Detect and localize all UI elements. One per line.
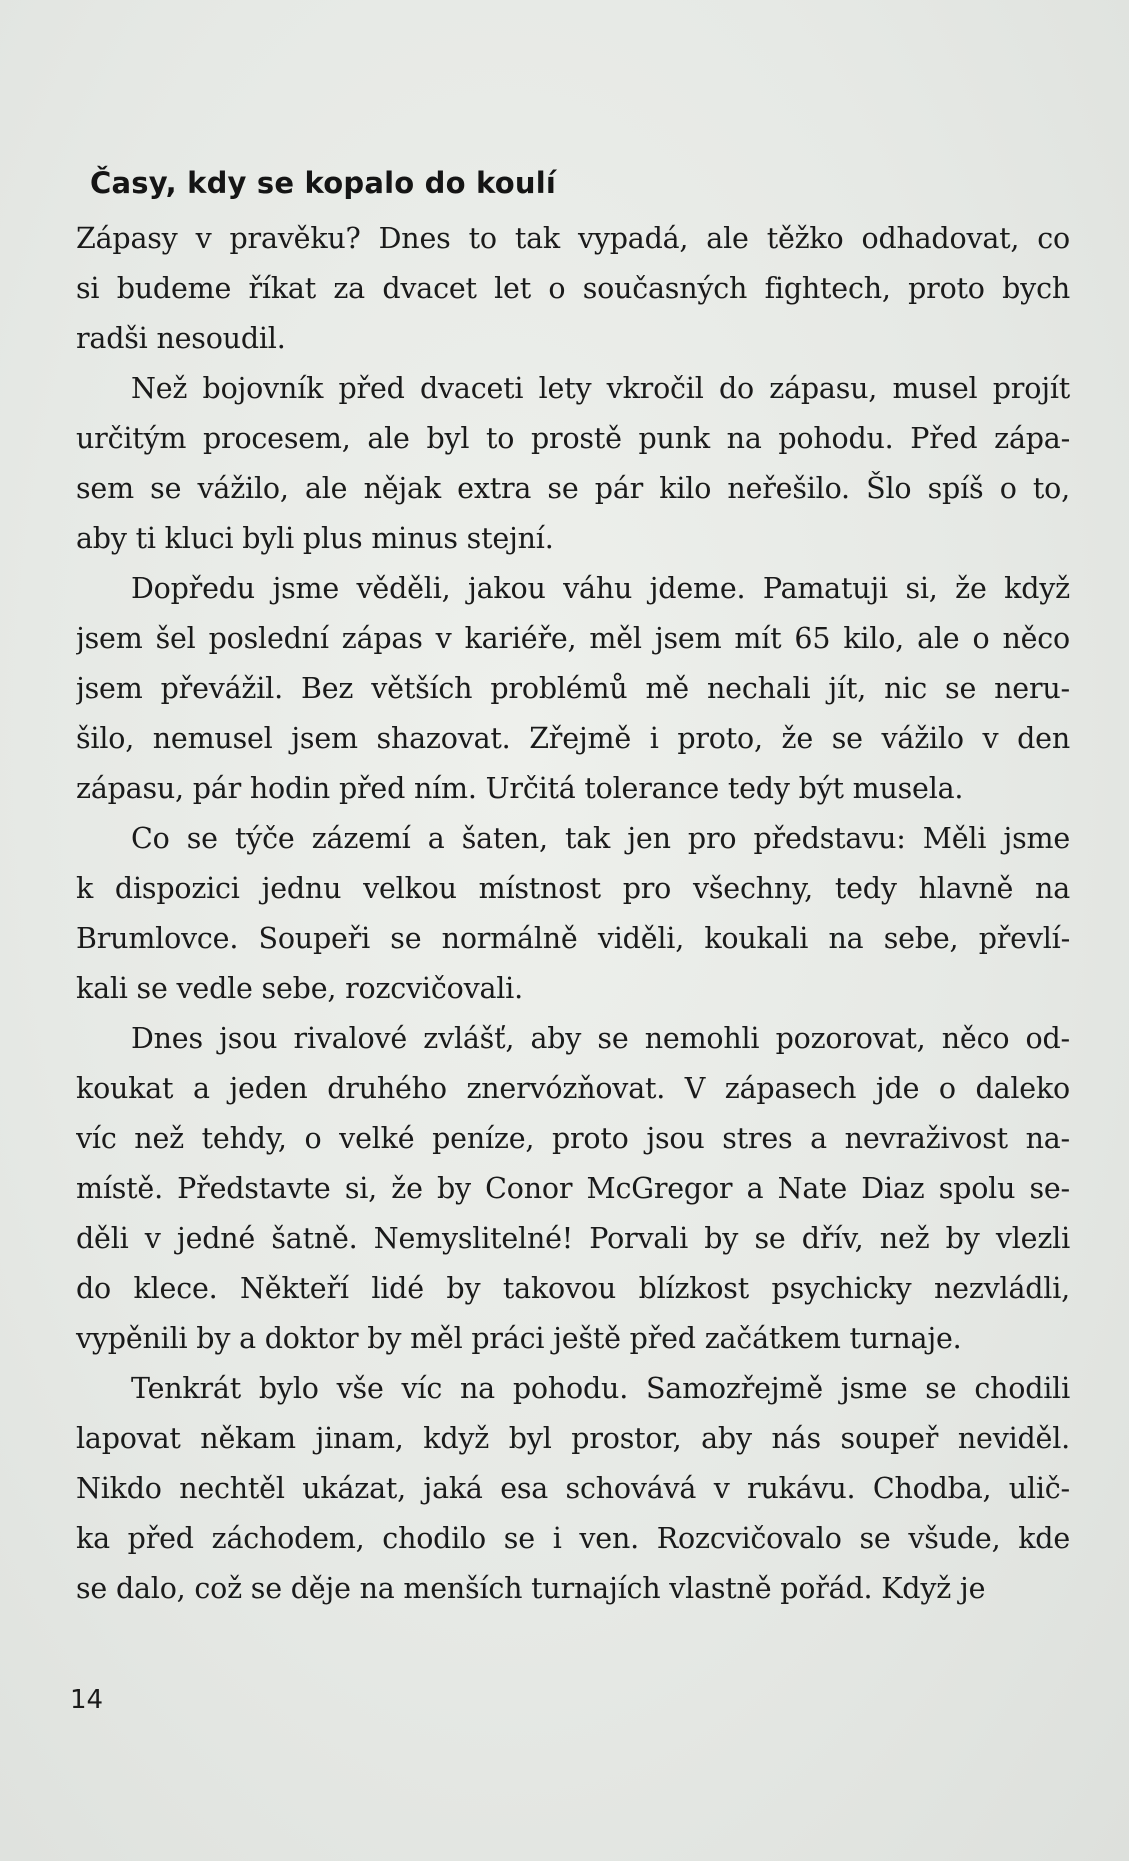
text-line: víc než tehdy, o velké peníze, proto jsou stres a nevraživost na- — [76, 1122, 1070, 1155]
text-line: kali se vedle sebe, rozcvičovali. — [76, 972, 523, 1005]
section-heading: Časy, kdy se kopalo do koulí — [90, 166, 557, 200]
text-line: k dispozici jednu velkou místnost pro všechny, tedy hlavně na — [76, 872, 1070, 905]
text-line: si budeme říkat za dvacet let o současných fightech, proto bych — [76, 272, 1070, 305]
body-text — [76, 214, 1070, 1614]
text-line: šilo, nemusel jsem shazovat. Zřejmě i proto, že se vážilo v den — [76, 722, 1070, 755]
text-line: zápasu, pár hodin před ním. Určitá tolerance tedy být musela. — [76, 772, 964, 805]
paragraph — [76, 1364, 1070, 1614]
paragraph — [76, 1014, 1070, 1364]
text-line: Brumlovce. Soupeři se normálně viděli, koukali na sebe, převlí- — [76, 922, 1070, 955]
text-line: do klece. Někteří lidé by takovou blízkost psychicky nezvládli, — [76, 1272, 1070, 1305]
text-line: místě. Představte si, že by Conor McGregor a Nate Diaz spolu se- — [76, 1172, 1070, 1205]
text-line: určitým procesem, ale byl to prostě punk na pohodu. Před zápa- — [76, 422, 1070, 455]
text-line: koukat a jeden druhého znervózňovat. V zápasech jde o daleko — [76, 1072, 1070, 1105]
text-line: Dnes jsou rivalové zvlášť, aby se nemohli pozorovat, něco od- — [131, 1022, 1070, 1055]
text-line: Dopředu jsme věděli, jakou váhu jdeme. Pamatuji si, že když — [131, 572, 1070, 605]
text-line: jsem šel poslední zápas v kariéře, měl jsem mít 65 kilo, ale o něco — [76, 622, 1070, 655]
paragraph — [76, 364, 1070, 564]
text-line: jsem převážil. Bez větších problémů mě nechali jít, nic se neru- — [76, 672, 1070, 705]
text-line: Zápasy v pravěku? Dnes to tak vypadá, ale těžko odhadovat, co — [76, 222, 1070, 255]
text-line: se dalo, což se děje na menších turnajích vlastně pořád. Když je — [76, 1572, 986, 1605]
text-line: vypěnili by a doktor by měl práci ještě před začátkem turnaje. — [76, 1322, 962, 1355]
paragraph — [76, 564, 1070, 814]
text-line: Co se týče zázemí a šaten, tak jen pro představu: Měli jsme — [131, 822, 1070, 855]
text-line: Nikdo nechtěl ukázat, jaká esa schovává v rukávu. Chodba, ulič- — [76, 1472, 1070, 1505]
text-line: děli v jedné šatně. Nemyslitelné! Porvali by se dřív, než by vlezli — [76, 1222, 1070, 1255]
paragraph — [76, 814, 1070, 1014]
text-line: aby ti kluci byli plus minus stejní. — [76, 522, 554, 555]
text-line: radši nesoudil. — [76, 322, 286, 355]
text-line: Než bojovník před dvaceti lety vkročil do zápasu, musel projít — [131, 372, 1070, 405]
paragraph — [76, 214, 1070, 364]
page-number: 14 — [70, 1685, 104, 1715]
text-line: Tenkrát bylo vše víc na pohodu. Samozřejmě jsme se chodili — [131, 1372, 1070, 1405]
text-line: lapovat někam jinam, když byl prostor, aby nás soupeř neviděl. — [76, 1422, 1070, 1455]
text-line: ka před záchodem, chodilo se i ven. Rozcvičovalo se všude, kde — [76, 1522, 1070, 1555]
text-line: sem se vážilo, ale nějak extra se pár kilo neřešilo. Šlo spíš o to, — [76, 472, 1070, 505]
